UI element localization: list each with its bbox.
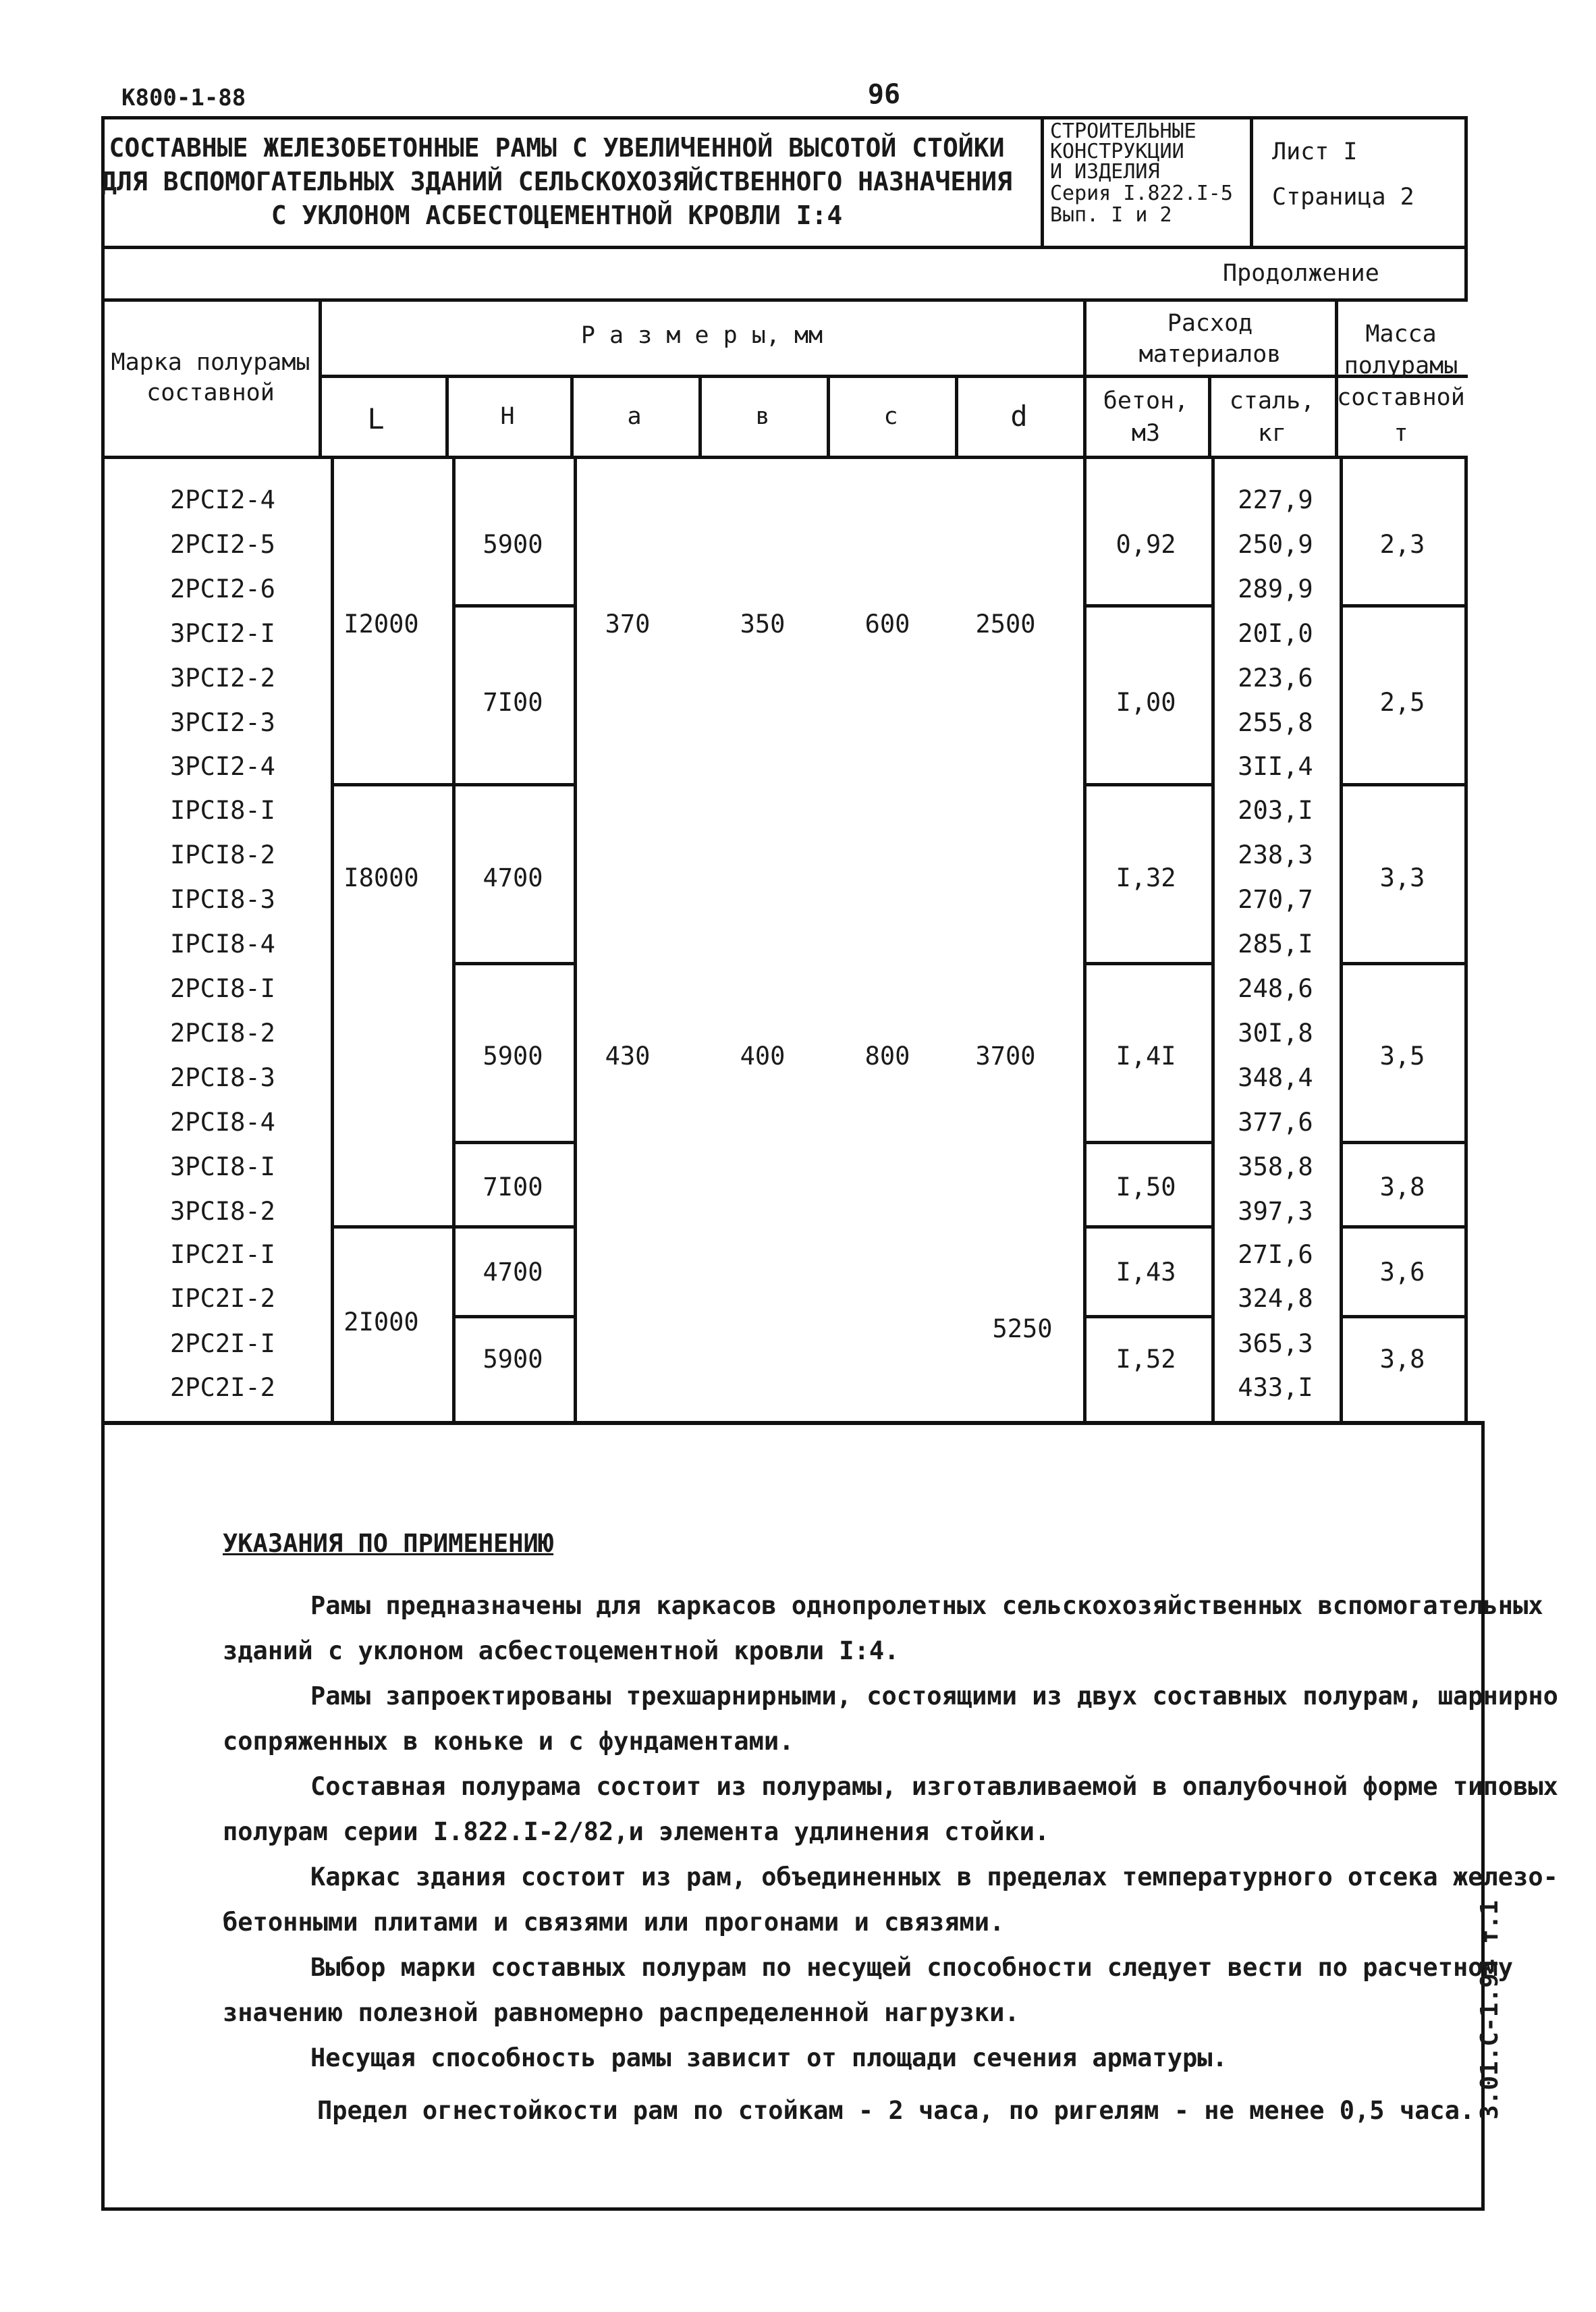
page-label: Страница 2	[1272, 184, 1414, 211]
header-a: а	[627, 403, 642, 430]
mark-cell: 3РСI8-2	[170, 1197, 275, 1226]
mark-cell: IРСI8-4	[170, 930, 275, 959]
mark-cell: 2РС2I-I	[170, 1329, 275, 1358]
steel-cell: 377,6	[1238, 1108, 1313, 1137]
mark-cell: 3РСI8-I	[170, 1152, 275, 1181]
mark-cell: 3РСI2-I	[170, 619, 275, 648]
header-mass-2: полурамы	[1344, 352, 1458, 379]
series-line-3: И ИЗДЕЛИЯ	[1050, 160, 1160, 184]
steel-cell: 20I,0	[1238, 619, 1313, 648]
length-cell: I2000	[343, 610, 419, 639]
header-steel-1: сталь,	[1229, 387, 1315, 414]
title-line-2: ДЛЯ ВСПОМОГАТЕЛЬНЫХ ЗДАНИЙ СЕЛЬСКОХОЗЯЙСТВЕННОГО НАЗНАЧЕНИЯ	[101, 167, 1012, 196]
mass-cell: 3,6	[1379, 1258, 1425, 1287]
continuation-label: Продолжение	[1223, 260, 1379, 287]
mark-cell: IРС2I-2	[170, 1284, 275, 1313]
d-cell: 3700	[975, 1042, 1036, 1071]
header-H: Н	[500, 403, 515, 430]
mass-cell: 2,5	[1379, 688, 1425, 717]
header-b: в	[755, 403, 770, 430]
a-cell: 430	[605, 1042, 651, 1071]
series-line-1: СТРОИТЕЛЬНЫЕ	[1050, 119, 1196, 143]
mark-cell: IРСI8-3	[170, 885, 275, 914]
concrete-cell: I,52	[1116, 1345, 1176, 1374]
sheet-label: Лист I	[1272, 138, 1358, 165]
height-cell: 7I00	[483, 1173, 543, 1202]
mark-cell: 2РСI2-4	[170, 485, 275, 514]
header-d: d	[1010, 400, 1028, 433]
title-line-3: С УКЛОНОМ АСБЕСТОЦЕМЕНТНОЙ КРОВЛИ I:4	[271, 200, 843, 230]
note-line: Выбор марки составных полурам по несущей способности следует вести по расчетному	[310, 1953, 1514, 1982]
note-line: Рамы запроектированы трехшарнирными, состоящими из двух составных полурам, шарнирно	[310, 1682, 1558, 1711]
concrete-cell: 0,92	[1116, 530, 1176, 559]
header-mass-3: составной	[1337, 384, 1465, 411]
mark-cell: IРСI8-2	[170, 840, 275, 869]
title-line-1: СОСТАВНЫЕ ЖЕЛЕЗОБЕТОННЫЕ РАМЫ С УВЕЛИЧЕННОЙ ВЫСОТОЙ СТОЙКИ	[109, 133, 1005, 163]
header-mass-4: т	[1394, 420, 1408, 447]
length-cell: I8000	[343, 863, 419, 892]
note-line: сопряженных в коньке и с фундаментами.	[223, 1727, 794, 1756]
height-cell: 5900	[483, 1345, 543, 1374]
steel-cell: 223,6	[1238, 664, 1313, 693]
d-cell: 5250	[992, 1314, 1053, 1343]
note-line: зданий с уклоном асбестоцементной кровли I:4.	[223, 1636, 900, 1665]
header-materials-2: материалов	[1138, 341, 1282, 368]
header-sizes-group: Р а з м е р ы, мм	[580, 322, 823, 349]
steel-cell: 289,9	[1238, 574, 1313, 603]
header-L: L	[367, 402, 385, 435]
b-cell: 350	[740, 610, 786, 639]
steel-cell: 358,8	[1238, 1152, 1313, 1181]
header-concrete-2: м3	[1131, 420, 1161, 447]
mark-cell: IРСI8-I	[170, 796, 275, 825]
header-c: с	[883, 403, 898, 430]
mark-cell: 2РСI2-6	[170, 574, 275, 603]
note-line: Несущая способность рамы зависит от площади сечения арматуры.	[310, 2043, 1228, 2072]
series-line-4: Серия I.822.I-5	[1050, 182, 1233, 205]
d-cell: 2500	[975, 610, 1036, 639]
header-steel-2: кг	[1257, 420, 1287, 447]
length-cell: 2I000	[343, 1308, 419, 1337]
concrete-cell: I,43	[1116, 1258, 1176, 1287]
height-cell: 5900	[483, 1042, 543, 1071]
mass-cell: 3,5	[1379, 1042, 1425, 1071]
height-cell: 4700	[483, 1258, 543, 1287]
mark-cell: IРС2I-I	[170, 1240, 275, 1269]
header-mass-1: Масса	[1365, 321, 1437, 348]
side-code: 3.01.С-1.94 т.1	[1476, 1900, 1504, 2120]
mark-cell: 2РСI8-3	[170, 1063, 275, 1092]
height-cell: 4700	[483, 863, 543, 892]
concrete-cell: I,4I	[1116, 1042, 1176, 1071]
steel-cell: 227,9	[1238, 485, 1313, 514]
steel-cell: 433,I	[1238, 1373, 1313, 1402]
note-line: Составная полурама состоит из полурамы, изготавливаемой в опалубочной форме типовых	[310, 1772, 1558, 1801]
height-cell: 7I00	[483, 688, 543, 717]
notes-heading: УКАЗАНИЯ ПО ПРИМЕНЕНИЮ	[223, 1529, 554, 1558]
mark-cell: 2РСI8-2	[170, 1019, 275, 1048]
note-line: бетонными плитами и связями или прогонами и связями.	[223, 1908, 1005, 1937]
steel-cell: 397,3	[1238, 1197, 1313, 1226]
steel-cell: 324,8	[1238, 1284, 1313, 1313]
mass-cell: 2,3	[1379, 530, 1425, 559]
a-cell: 370	[605, 610, 651, 639]
steel-cell: 270,7	[1238, 885, 1313, 914]
series-line-2: КОНСТРУКЦИИ	[1050, 140, 1184, 163]
header-mark-2: составной	[146, 379, 275, 406]
steel-cell: 285,I	[1238, 930, 1313, 959]
c-cell: 800	[864, 1042, 910, 1071]
mass-cell: 3,8	[1379, 1345, 1425, 1374]
frame-bottom	[101, 2207, 1485, 2211]
note-line: Каркас здания состоит из рам, объединенных в пределах температурного отсека железо-	[310, 1862, 1558, 1891]
header-concrete-1: бетон,	[1103, 387, 1189, 414]
mark-cell: 3РСI2-3	[170, 708, 275, 737]
document-code: К800-1-88	[121, 84, 246, 111]
series-line-5: Вып. I и 2	[1050, 203, 1172, 227]
steel-cell: 365,3	[1238, 1329, 1313, 1358]
mark-cell: 2РС2I-2	[170, 1373, 275, 1402]
steel-cell: 30I,8	[1238, 1019, 1313, 1048]
steel-cell: 27I,6	[1238, 1240, 1313, 1269]
mark-cell: 3РСI2-4	[170, 752, 275, 781]
steel-cell: 348,4	[1238, 1063, 1313, 1092]
concrete-cell: I,00	[1116, 688, 1176, 717]
steel-cell: 255,8	[1238, 708, 1313, 737]
mark-cell: 2РСI2-5	[170, 530, 275, 559]
steel-cell: 3II,4	[1238, 752, 1313, 781]
steel-cell: 248,6	[1238, 974, 1313, 1003]
mark-cell: 2РСI8-4	[170, 1108, 275, 1137]
note-line: значению полезной равномерно распределенной нагрузки.	[223, 1998, 1020, 2027]
mark-cell: 3РСI2-2	[170, 664, 275, 693]
concrete-cell: I,50	[1116, 1173, 1176, 1202]
steel-cell: 203,I	[1238, 796, 1313, 825]
mark-cell: 2РСI8-I	[170, 974, 275, 1003]
steel-cell: 250,9	[1238, 530, 1313, 559]
header-materials-1: Расход	[1167, 310, 1253, 337]
concrete-cell: I,32	[1116, 863, 1176, 892]
note-line: Рамы предназначены для каркасов однопролетных сельскохозяйственных вспомогательных	[310, 1591, 1543, 1620]
c-cell: 600	[864, 610, 910, 639]
note-line: Предел огнестойкости рам по стойкам - 2 часа, по ригелям - не менее 0,5 часа.	[317, 2096, 1475, 2125]
mass-cell: 3,3	[1379, 863, 1425, 892]
page-number: 96	[867, 79, 901, 110]
frame-left	[101, 1418, 105, 2211]
mass-cell: 3,8	[1379, 1173, 1425, 1202]
height-cell: 5900	[483, 530, 543, 559]
steel-cell: 238,3	[1238, 840, 1313, 869]
header-mark-1: Марка полурамы	[111, 349, 310, 376]
b-cell: 400	[740, 1042, 786, 1071]
note-line: полурам серии I.822.I-2/82,и элемента удлинения стойки.	[223, 1817, 1050, 1846]
